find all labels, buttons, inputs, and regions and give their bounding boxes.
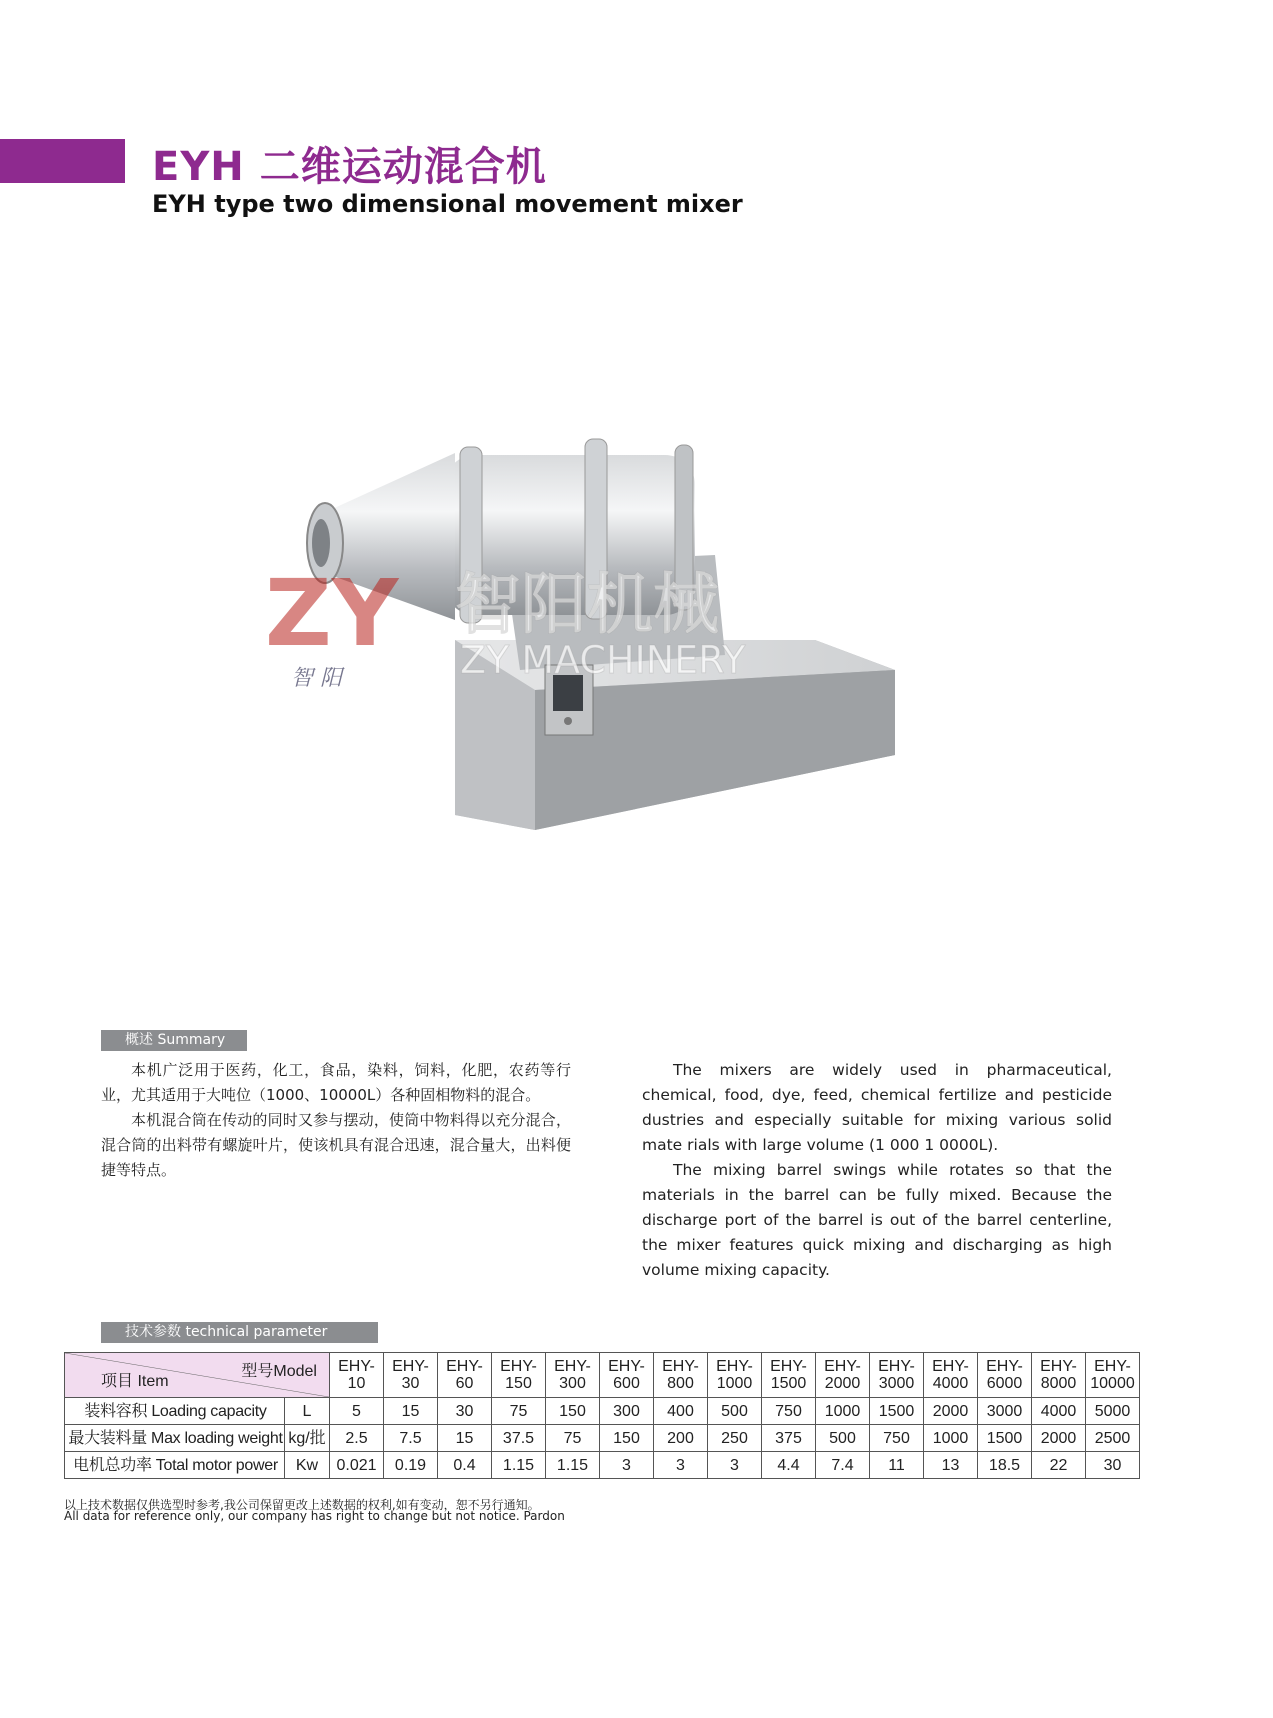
table-cell: 0.4: [438, 1452, 492, 1479]
row-unit: L: [285, 1398, 330, 1425]
model-header: EHY- 1000: [708, 1353, 762, 1398]
table-cell: 18.5: [978, 1452, 1032, 1479]
summary-label: 概述 Summary: [101, 1030, 247, 1051]
table-row: [65, 1452, 1140, 1479]
table-cell: 1500: [870, 1398, 924, 1425]
table-cell: 3000: [978, 1398, 1032, 1425]
table-cell: 37.5: [492, 1425, 546, 1452]
table-cell: 0.021: [330, 1452, 384, 1479]
table-cell: 1.15: [492, 1452, 546, 1479]
table-cell: 400: [654, 1398, 708, 1425]
table-cell: 3: [708, 1452, 762, 1479]
row-unit: kg/批: [285, 1425, 330, 1452]
summary-cn: [101, 1058, 571, 1183]
table-cell: 750: [870, 1425, 924, 1452]
model-header: EHY- 10000: [1086, 1353, 1140, 1398]
table-cell: 1.15: [546, 1452, 600, 1479]
watermark: [255, 545, 785, 705]
table-cell: 75: [546, 1425, 600, 1452]
corner-item-label: 项目 Item: [101, 1373, 169, 1390]
model-header: EHY- 30: [384, 1353, 438, 1398]
table-row: [65, 1398, 1140, 1425]
table-cell: 15: [438, 1425, 492, 1452]
table-cell: 200: [654, 1425, 708, 1452]
table-cell: 500: [816, 1425, 870, 1452]
summary-en: [642, 1058, 1112, 1283]
watermark-logo: ZY: [265, 560, 399, 667]
watermark-logo-sub: 智 阳: [291, 666, 342, 691]
page-title-en: EYH type two dimensional movement mixer: [152, 190, 743, 218]
table-cell: 5000: [1086, 1398, 1140, 1425]
table-cell: 7.5: [384, 1425, 438, 1452]
summary-cn-p2: 本机混合筒在传动的同时又参与摆动，使筒中物料得以充分混合，混合筒的出料带有螺旋叶片，使该机具有混合迅速，混合量大，出料便捷等特点。: [101, 1111, 571, 1179]
row-label: 电机总功率 Total motor power: [65, 1452, 285, 1479]
table-cell: 4.4: [762, 1452, 816, 1479]
accent-bar: [0, 139, 125, 183]
model-header: EHY- 800: [654, 1353, 708, 1398]
table-cell: 2000: [1032, 1425, 1086, 1452]
table-cell: 250: [708, 1425, 762, 1452]
table-header-row: [65, 1353, 1140, 1398]
tech-label: 技术参数 technical parameter: [101, 1322, 378, 1343]
table-cell: 11: [870, 1452, 924, 1479]
watermark-brand-en: ZY MACHINERY: [460, 638, 746, 682]
table-cell: 150: [600, 1425, 654, 1452]
watermark-brand-cn: 智阳机械: [455, 566, 719, 643]
table-cell: 1500: [978, 1425, 1032, 1452]
table-cell: 2500: [1086, 1425, 1140, 1452]
table-cell: 15: [384, 1398, 438, 1425]
model-header: EHY- 10: [330, 1353, 384, 1398]
table-cell: 375: [762, 1425, 816, 1452]
corner-model-label: 型号Model: [241, 1363, 317, 1380]
table-cell: 2.5: [330, 1425, 384, 1452]
table-cell: 150: [546, 1398, 600, 1425]
table-cell: 1000: [924, 1425, 978, 1452]
table-cell: 30: [1086, 1452, 1140, 1479]
table-cell: 13: [924, 1452, 978, 1479]
summary-en-p2: The mixing barrel swings while rotates so that the materials in the barrel can be fully mixed. Because the discharge port of the barrel is out of the barrel centerline, the mixer features quick mixing and discharging as high volume mixing capacity.: [642, 1161, 1112, 1279]
table-cell: 500: [708, 1398, 762, 1425]
model-header: EHY- 8000: [1032, 1353, 1086, 1398]
table-cell: 2000: [924, 1398, 978, 1425]
model-header: EHY- 600: [600, 1353, 654, 1398]
table-corner: [65, 1353, 330, 1398]
model-header: EHY- 2000: [816, 1353, 870, 1398]
table-cell: 3: [600, 1452, 654, 1479]
model-header: EHY- 150: [492, 1353, 546, 1398]
model-header: EHY- 6000: [978, 1353, 1032, 1398]
row-unit: Kw: [285, 1452, 330, 1479]
tech-table: [64, 1352, 1140, 1479]
row-label: 装料容积 Loading capacity: [65, 1398, 285, 1425]
model-header: EHY- 1500: [762, 1353, 816, 1398]
page-title-cn: EYH 二维运动混合机: [152, 144, 547, 190]
table-cell: 3: [654, 1452, 708, 1479]
table-cell: 30: [438, 1398, 492, 1425]
table-row: [65, 1425, 1140, 1452]
footnote-en: All data for reference only, our company has right to change but not notice. Pardon: [64, 1509, 565, 1523]
summary-cn-p1: 本机广泛用于医药，化工，食品，染料，饲料，化肥，农药等行业，尤其适用于大吨位（1000、10000L）各种固相物料的混合。: [101, 1061, 571, 1104]
summary-en-p1: The mixers are widely used in pharmaceutical, chemical, food, dye, feed, chemical fertilize and pesticide dustries and especially suitable for mixing various solid mate rials with large volume (1 000 1 0000L).: [642, 1061, 1112, 1154]
table-cell: 5: [330, 1398, 384, 1425]
table-cell: 300: [600, 1398, 654, 1425]
table-cell: 4000: [1032, 1398, 1086, 1425]
table-cell: 750: [762, 1398, 816, 1425]
table-cell: 7.4: [816, 1452, 870, 1479]
table-cell: 0.19: [384, 1452, 438, 1479]
model-header: EHY- 4000: [924, 1353, 978, 1398]
model-header: EHY- 60: [438, 1353, 492, 1398]
table-cell: 1000: [816, 1398, 870, 1425]
table-cell: 22: [1032, 1452, 1086, 1479]
table-cell: 75: [492, 1398, 546, 1425]
footnote-cn: 以上技术数据仅供选型时参考,我公司保留更改上述数据的权利,如有变动，恕不另行通知。: [64, 1498, 540, 1512]
row-label: 最大装料量 Max loading weight: [65, 1425, 285, 1452]
model-header: EHY- 3000: [870, 1353, 924, 1398]
model-header: EHY- 300: [546, 1353, 600, 1398]
